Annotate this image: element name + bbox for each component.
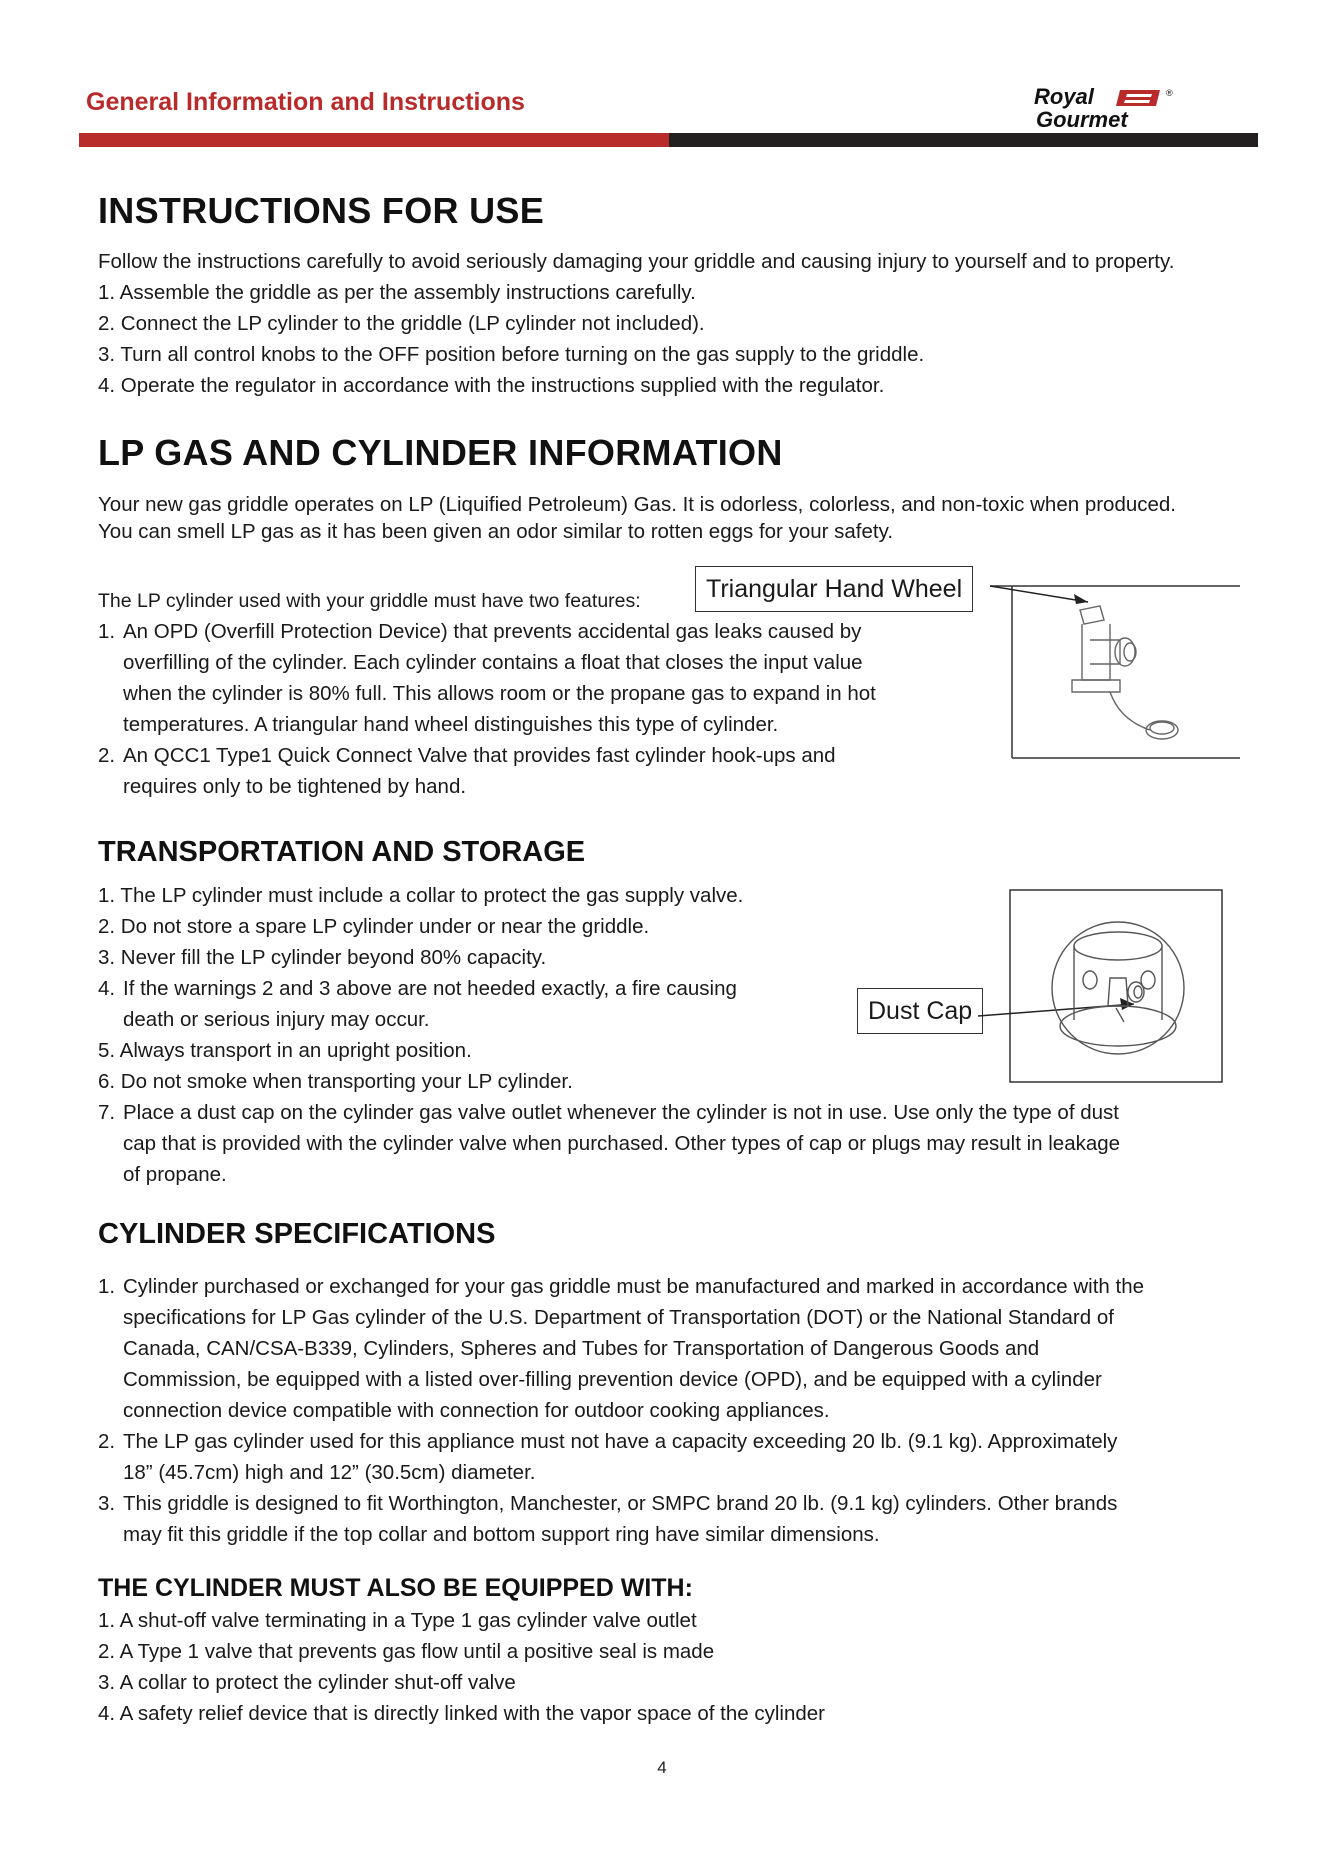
triangular-hand-wheel-figure	[990, 580, 1240, 760]
specs-item-1-line2: specifications for LP Gas cylinder of the U.S. Department of Transportation (DOT) or the National Standard of	[123, 1306, 1114, 1329]
heading-equipped-with: THE CYLINDER MUST ALSO BE EQUIPPED WITH:	[98, 1574, 693, 1602]
lp-gas-para-line: You can smell LP gas as it has been given an odor similar to rotten eggs for your safety.	[98, 520, 894, 543]
heading-lp-gas: LP GAS AND CYLINDER INFORMATION	[98, 432, 783, 473]
instructions-item: 1. Assemble the griddle as per the assembly instructions carefully.	[98, 281, 696, 304]
specs-item-1-line5: connection device compatible with connection for outdoor cooking appliances.	[123, 1399, 830, 1422]
heading-instructions-for-use: INSTRUCTIONS FOR USE	[98, 190, 545, 231]
transport-item-7-line1: 7. Place a dust cap on the cylinder gas valve outlet whenever the cylinder is not in use. Use only the type of dust	[98, 1101, 1119, 1124]
specs-item-3-line1: 3. This griddle is designed to fit Worthington, Manchester, or SMPC brand 20 lb. (9.1 kg) cylinders. Other brands	[98, 1492, 1118, 1515]
logo-registered-mark: ®	[1166, 88, 1173, 98]
lp-gas-item-1-line2: overfilling of the cylinder. Each cylinder contains a float that closes the input value	[123, 651, 863, 674]
lp-gas-item-2-line1: 2. An QCC1 Type1 Quick Connect Valve that provides fast cylinder hook-ups and	[98, 744, 836, 767]
lp-gas-para-line: Your new gas griddle operates on LP (Liquified Petroleum) Gas. It is odorless, colorless, and non-toxic when produced.	[98, 493, 1177, 516]
transport-item: 6. Do not smoke when transporting your LP cylinder.	[98, 1070, 573, 1093]
lp-gas-item-2-line2: requires only to be tightened by hand.	[123, 775, 467, 798]
specs-item-2-line2: 18” (45.7cm) high and 12” (30.5cm) diameter.	[123, 1461, 536, 1484]
instructions-intro: Follow the instructions carefully to avoid seriously damaging your griddle and causing injury to yourself and to property.	[98, 250, 1175, 273]
transport-item: 3. Never fill the LP cylinder beyond 80% capacity.	[98, 946, 547, 969]
specs-item-1-line4: Commission, be equipped with a listed over-filling prevention device (OPD), and be equipped with a cylinder	[123, 1368, 1102, 1391]
equipped-item: 2. A Type 1 valve that prevents gas flow until a positive seal is made	[98, 1640, 715, 1663]
features-intro: The LP cylinder used with your griddle must have two features:	[98, 590, 641, 612]
transport-item-4-line2: death or serious injury may occur.	[123, 1008, 430, 1031]
transport-item: 2. Do not store a spare LP cylinder under or near the griddle.	[98, 915, 650, 938]
dust-cap-figure	[978, 888, 1224, 1084]
header-rule-dark	[669, 133, 1258, 147]
lp-gas-item-1-line1: 1. An OPD (Overfill Protection Device) that prevents accidental gas leaks caused by	[98, 620, 862, 643]
page-number: 4	[657, 1758, 667, 1777]
specs-item-1-line3: Canada, CAN/CSA-B339, Cylinders, Spheres and Tubes for Transportation of Dangerous Goods and	[123, 1337, 1040, 1360]
royal-gourmet-logo	[1030, 84, 1230, 132]
specs-item-3-line2: may fit this griddle if the top collar and bottom support ring have similar dimensions.	[123, 1523, 880, 1546]
heading-cylinder-specifications: CYLINDER SPECIFICATIONS	[98, 1218, 496, 1250]
instructions-item: 4. Operate the regulator in accordance with the instructions supplied with the regulator.	[98, 374, 885, 397]
transport-item-4-line1: 4. If the warnings 2 and 3 above are not heeded exactly, a fire causing	[98, 977, 737, 1000]
transport-item-7-line2: cap that is provided with the cylinder valve when purchased. Other types of cap or plugs may result in leakage	[123, 1132, 1121, 1155]
equipped-item: 1. A shut-off valve terminating in a Type 1 gas cylinder valve outlet	[98, 1609, 697, 1632]
logo-flag-mark	[1116, 90, 1160, 106]
transport-item-7-line3: of propane.	[123, 1163, 227, 1186]
logo-word-royal: Royal	[1034, 84, 1094, 109]
transport-item: 1. The LP cylinder must include a collar to protect the gas supply valve.	[98, 884, 744, 907]
triangular-hand-wheel-callout: Triangular Hand Wheel	[695, 566, 973, 612]
lp-gas-item-1-line4: temperatures. A triangular hand wheel distinguishes this type of cylinder.	[123, 713, 779, 736]
heading-transportation-storage: TRANSPORTATION AND STORAGE	[98, 836, 586, 868]
specs-item-1-line1: 1. Cylinder purchased or exchanged for your gas griddle must be manufactured and marked in accordance with the	[98, 1275, 1145, 1298]
logo-word-gourmet: Gourmet	[1036, 107, 1128, 132]
equipped-item: 3. A collar to protect the cylinder shut-off valve	[98, 1671, 516, 1694]
instructions-item: 3. Turn all control knobs to the OFF position before turning on the gas supply to the griddle.	[98, 343, 925, 366]
specs-item-2-line1: 2. The LP gas cylinder used for this appliance must not have a capacity exceeding 20 lb. (9.1 kg). Approximately	[98, 1430, 1118, 1453]
equipped-item: 4. A safety relief device that is directly linked with the vapor space of the cylinder	[98, 1702, 825, 1725]
instructions-item: 2. Connect the LP cylinder to the griddle (LP cylinder not included).	[98, 312, 705, 335]
transport-item: 5. Always transport in an upright position.	[98, 1039, 472, 1062]
dust-cap-callout: Dust Cap	[857, 988, 983, 1034]
page-header-title: General Information and Instructions	[86, 88, 525, 116]
header-rule-red	[79, 133, 669, 147]
lp-gas-item-1-line3: when the cylinder is 80% full. This allows room or the propane gas to expand in hot	[123, 682, 876, 705]
